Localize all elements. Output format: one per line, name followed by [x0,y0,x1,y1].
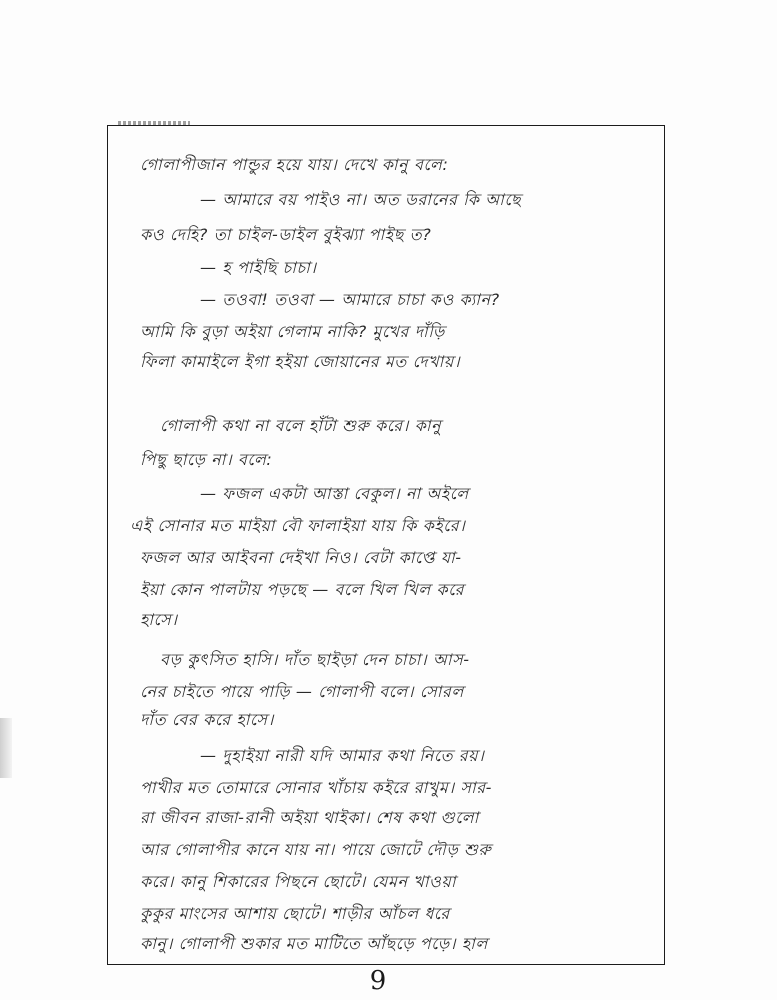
manuscript-line-5: — তওবা! তওবা — আমারে চাচা কও ক্যান? [200,290,500,309]
manuscript-line-11: এই সোনার মত মাইয়া বৌ ফালাইয়া যায় কি কইরে। [130,516,466,535]
manuscript-line-20: রা জীবন রাজা-রানী অইয়া থাইকা। শেষ কথা গুলো [140,808,479,827]
manuscript-line-9: পিছু ছাড়ে না। বলে: [140,450,273,469]
manuscript-line-23: কুকুর মাংসের আশায় ছোটে। শাড়ীর আঁচল ধরে [140,904,450,923]
manuscript-line-18: — দুহাইয়া নারী যদি আমার কথা নিতে রয়। [200,746,485,765]
manuscript-line-6: আমি কি বুড়া অইয়া গেলাম নাকি? মুখের দাঁড়ি [140,322,445,341]
manuscript-line-21: আর গোলাপীর কানে যায় না। পায়ে জোটে দৌড় শুরু [140,840,492,859]
manuscript-line-1: গোলাপীজান পান্ডুর হয়ে যায়। দেখে কানু বলে: [140,155,449,174]
manuscript-line-15: বড় কুৎসিত হাসি। দাঁত ছাইড়া দেন চাচা। আস- [160,650,470,669]
manuscript-line-19: পাখীর মত তোমারে সোনার খাঁচায় কইরে রাখুম। সার- [140,778,492,797]
manuscript-line-8: গোলাপী কথা না বলে হাঁটা শুরু করে। কানু [160,416,442,435]
manuscript-line-14: হাসে। [140,610,178,629]
manuscript-line-16: নের চাইতে পায়ে পাড়ি — গোলাপী বলে। সোরল [140,682,464,701]
manuscript-line-3: কও দেহি? তা চাইল-ডাইল বুইঝ্যা পাইছ ত? [140,225,432,244]
manuscript-line-2: — আমারে বয় পাইও না। অত ডরানের কি আছে [200,190,522,209]
manuscript-line-10: — ফজল একটা আস্তা বেকুল। না অইলে [200,484,469,503]
page-number: 9 [369,966,387,996]
manuscript-line-12: ফজল আর আইবনা দেইখা নিও। বেটা কাপ্তে যা- [140,548,462,567]
page-border-frame [107,125,665,965]
manuscript-line-4: — হ পাইছি চাচা। [200,258,317,277]
binding-shadow [0,718,12,778]
manuscript-line-17: দাঁত বের করে হাসে। [140,710,274,729]
manuscript-line-22: করে। কানু শিকারের পিছনে ছোটে। যেমন খাওয়া [140,872,457,891]
manuscript-line-7: ফিলা কামাইলে ইগা হইয়া জোয়ানের মত দেখায়। [140,352,461,371]
manuscript-line-13: ইয়া কোন পালটায় পড়ছে — বলে খিল খিল করে [140,580,465,599]
manuscript-line-24: কানু। গোলাপী শুকার মত মাটিতে আঁছড়ে পড়ে। হাল [140,934,488,953]
